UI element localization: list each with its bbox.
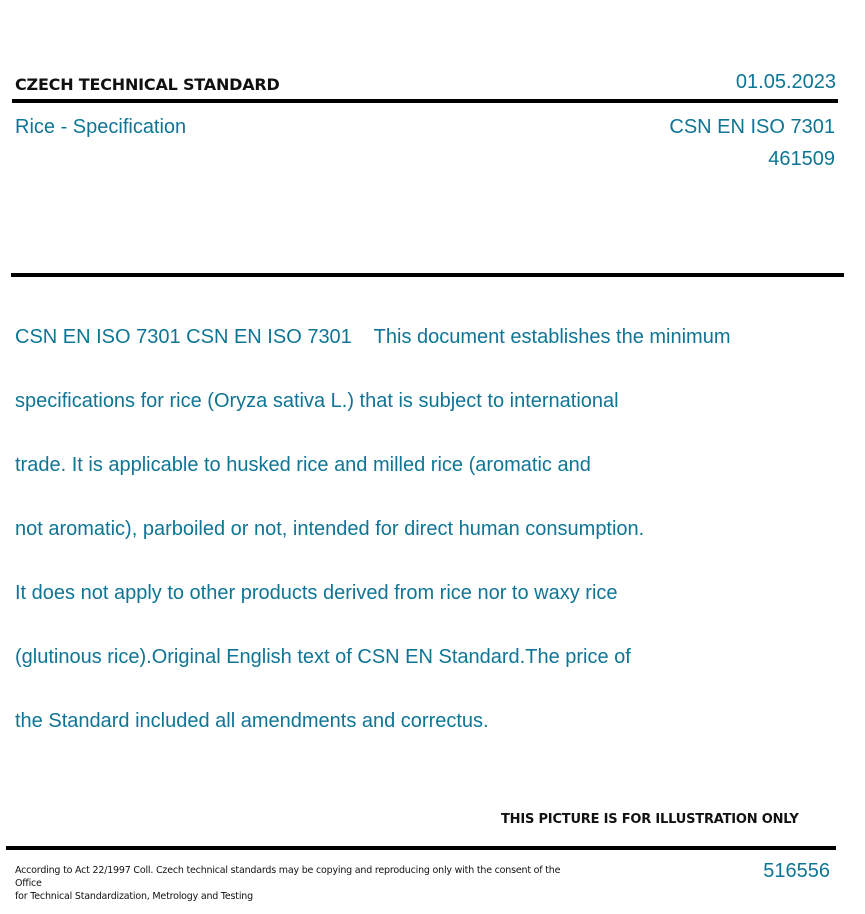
- product-code: 516556: [763, 860, 830, 882]
- description-line: (glutinous rice).Original English text of CSN EN Standard.The price of: [15, 646, 631, 668]
- standard-title: Rice - Specification: [15, 116, 187, 138]
- standard-number: CSN EN ISO 7301: [669, 116, 835, 138]
- description-line: It does not apply to other products derived from rice nor to waxy rice: [15, 582, 618, 604]
- classification-number: 461509: [768, 148, 835, 170]
- document-category-label: CZECH TECHNICAL STANDARD: [15, 75, 280, 94]
- title-divider: [11, 273, 844, 277]
- header-divider: [12, 99, 838, 103]
- description-line: specifications for rice (Oryza sativa L.) that is subject to international: [15, 390, 619, 412]
- footer-divider: [6, 846, 836, 850]
- description-line: CSN EN ISO 7301 CSN EN ISO 7301 This document establishes the minimum: [15, 326, 731, 348]
- illustration-notice: THIS PICTURE IS FOR ILLUSTRATION ONLY: [501, 812, 799, 827]
- description-line: the Standard included all amendments and correctus.: [15, 710, 489, 732]
- legal-notice-line: for Technical Standardization, Metrology and Testing: [15, 891, 253, 902]
- legal-notice-line: According to Act 22/1997 Coll. Czech technical standards may be copying and reproducing only with the consent of the Office: [15, 865, 561, 889]
- publication-date: 01.05.2023: [735, 71, 836, 93]
- description-line: trade. It is applicable to husked rice and milled rice (aromatic and: [15, 454, 591, 476]
- standard-description: [15, 289, 815, 769]
- legal-notice: [15, 864, 585, 903]
- description-line: not aromatic), parboiled or not, intended for direct human consumption.: [15, 518, 645, 540]
